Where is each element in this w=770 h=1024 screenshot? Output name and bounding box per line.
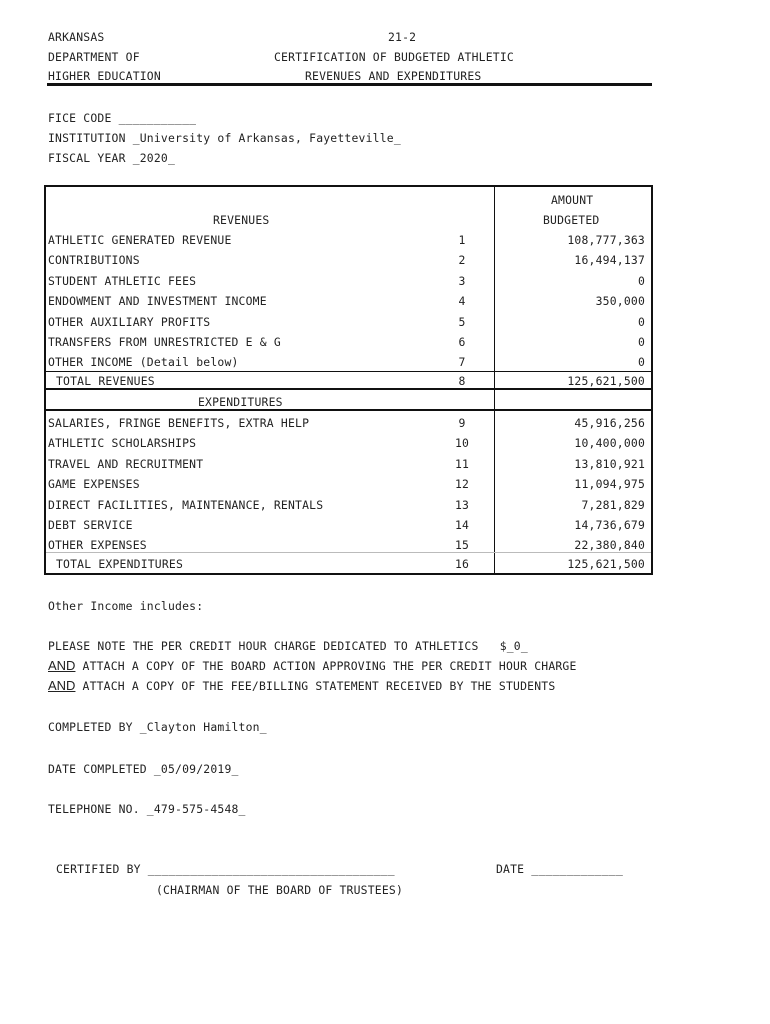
row-line-number: 12 [454, 477, 470, 491]
row-amount: 0 [637, 355, 645, 369]
row-label: TOTAL REVENUES [56, 374, 155, 388]
row-amount: 10,400,000 [574, 436, 645, 450]
row-line-number: 4 [458, 294, 466, 308]
row-line-number: 7 [458, 355, 466, 369]
row-line-number: 1 [458, 233, 466, 247]
row-label: OTHER EXPENSES [48, 538, 147, 552]
telephone-field: TELEPHONE NO. _479-575-4548_ [48, 802, 246, 816]
date-completed-field: DATE COMPLETED _05/09/2019_ [48, 762, 239, 776]
row-line-number: 8 [458, 374, 466, 388]
attach-board-action-line [48, 659, 577, 673]
row-label: DEBT SERVICE [48, 518, 133, 532]
other-income-note: Other Income includes: [48, 599, 204, 613]
row-label: GAME EXPENSES [48, 477, 140, 491]
fiscal-year-field: FISCAL YEAR _2020_ [48, 151, 176, 165]
row-label: OTHER INCOME (Detail below) [48, 355, 239, 369]
expenditures-header-rule [46, 409, 651, 411]
row-line-number: 9 [458, 416, 466, 430]
row-amount: 0 [637, 274, 645, 288]
revenues-end-rule [46, 388, 651, 390]
row-amount: 22,380,840 [574, 538, 645, 552]
form-number: 21-2 [388, 30, 417, 44]
agency-line-1: ARKANSAS [48, 30, 105, 44]
row-label: TRANSFERS FROM UNRESTRICTED E & G [48, 335, 281, 349]
row-amount: 108,777,363 [567, 233, 645, 247]
row-line-number: 13 [454, 498, 470, 512]
per-credit-hour-note: PLEASE NOTE THE PER CREDIT HOUR CHARGE DEDICATED TO ATHLETICS $_0_ [48, 639, 528, 653]
row-line-number: 3 [458, 274, 466, 288]
institution-field: INSTITUTION _University of Arkansas, Fayetteville_ [48, 131, 401, 145]
and-emphasis: AND [48, 658, 76, 673]
row-label: STUDENT ATHLETIC FEES [48, 274, 197, 288]
row-line-number: 15 [454, 538, 470, 552]
row-label: ATHLETIC GENERATED REVENUE [48, 233, 232, 247]
form-title-line-2: REVENUES AND EXPENDITURES [305, 69, 482, 83]
certified-date-line: DATE _____________ [496, 862, 624, 876]
row-amount: 16,494,137 [574, 253, 645, 267]
row-line-number: 10 [454, 436, 470, 450]
row-label: ENDOWMENT AND INVESTMENT INCOME [48, 294, 267, 308]
row-line-number: 5 [458, 315, 466, 329]
row-amount: 0 [637, 335, 645, 349]
certified-by-signature-line: CERTIFIED BY ___________________________________ [56, 862, 395, 876]
row-line-number: 14 [454, 518, 470, 532]
completed-by-field: COMPLETED BY _Clayton Hamilton_ [48, 720, 267, 734]
attach-board-action-text: ATTACH A COPY OF THE BOARD ACTION APPROVING THE PER CREDIT HOUR CHARGE [75, 659, 577, 673]
row-label: OTHER AUXILIARY PROFITS [48, 315, 211, 329]
header-rule [47, 83, 652, 86]
row-amount: 14,736,679 [574, 518, 645, 532]
revenues-header: REVENUES [213, 213, 270, 227]
row-amount: 13,810,921 [574, 457, 645, 471]
attach-fee-statement-line [48, 679, 555, 693]
row-amount: 125,621,500 [567, 557, 645, 571]
row-label: CONTRIBUTIONS [48, 253, 140, 267]
row-label: DIRECT FACILITIES, MAINTENANCE, RENTALS [48, 498, 324, 512]
row-label: SALARIES, FRINGE BENEFITS, EXTRA HELP [48, 416, 310, 430]
amount-header-1: AMOUNT [551, 193, 594, 207]
row-line-number: 6 [458, 335, 466, 349]
row-line-number: 11 [454, 457, 470, 471]
row-line-number: 16 [454, 557, 470, 571]
row-label: TRAVEL AND RECRUITMENT [48, 457, 204, 471]
row-amount: 7,281,829 [581, 498, 645, 512]
total-revenues-rule [46, 371, 651, 372]
row-label: TOTAL EXPENDITURES [56, 557, 184, 571]
agency-line-2: DEPARTMENT OF [48, 50, 140, 64]
row-amount: 11,094,975 [574, 477, 645, 491]
expenditures-header: EXPENDITURES [198, 395, 283, 409]
and-emphasis: AND [48, 678, 76, 693]
row-amount: 350,000 [595, 294, 645, 308]
agency-line-3: HIGHER EDUCATION [48, 69, 161, 83]
amount-column-divider [494, 187, 495, 573]
row-amount: 45,916,256 [574, 416, 645, 430]
form-title-line-1: CERTIFICATION OF BUDGETED ATHLETIC [274, 50, 514, 64]
row-amount: 125,621,500 [567, 374, 645, 388]
row-label: ATHLETIC SCHOLARSHIPS [48, 436, 197, 450]
chairman-caption: (CHAIRMAN OF THE BOARD OF TRUSTEES) [156, 883, 404, 897]
fice-code-field: FICE CODE ___________ [48, 111, 197, 125]
total-expenditures-rule [46, 552, 651, 553]
budget-table [44, 185, 653, 575]
row-amount: 0 [637, 315, 645, 329]
row-line-number: 2 [458, 253, 466, 267]
attach-fee-statement-text: ATTACH A COPY OF THE FEE/BILLING STATEMENT RECEIVED BY THE STUDENTS [75, 679, 556, 693]
amount-header-2: BUDGETED [543, 213, 600, 227]
